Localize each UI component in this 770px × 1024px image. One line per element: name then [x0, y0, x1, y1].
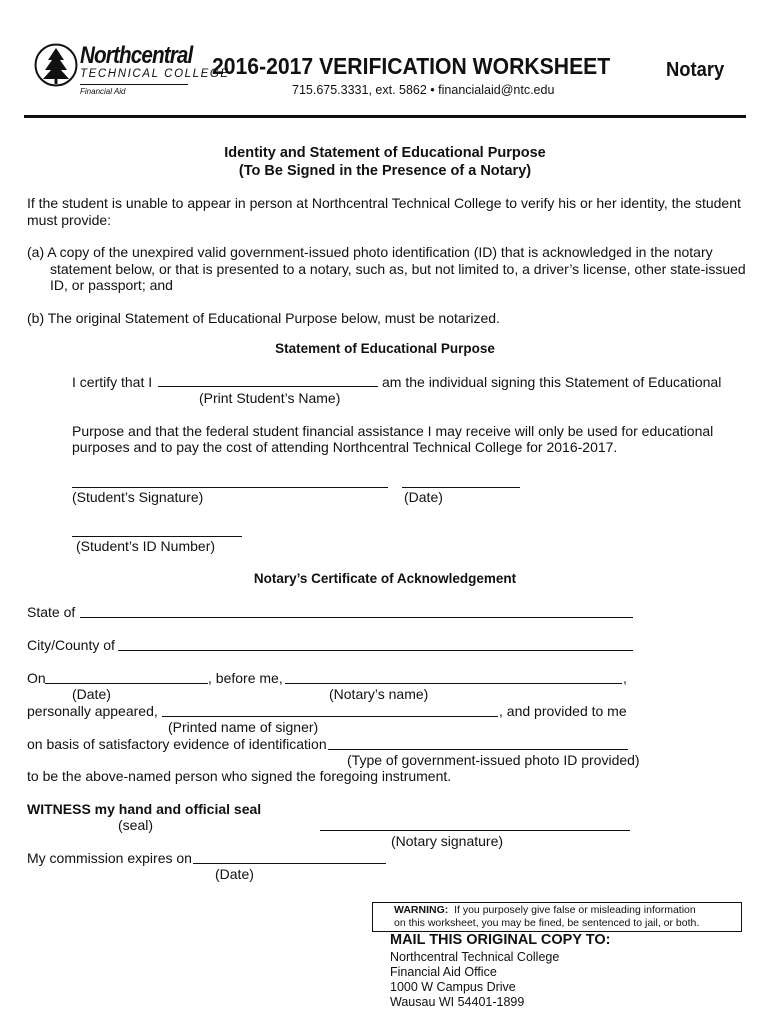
commission-date-label: (Date) — [215, 866, 254, 882]
student-signature-field[interactable] — [72, 473, 388, 488]
notary-signature-label: (Notary signature) — [391, 833, 504, 849]
item-a-text: statement below, or that is presented to a notary, such as, but not limited to, a driver’s license, other state-issued — [50, 261, 746, 277]
state-field[interactable] — [80, 603, 633, 618]
item-a-text: (a) A copy of the unexpired valid government-issued photo identification (ID) that is acknowledged in the notary — [27, 244, 713, 260]
city-county-label: City/County of — [27, 637, 115, 653]
page-tag: Notary — [666, 59, 725, 81]
item-a-text: ID, or passport; and — [50, 277, 173, 293]
mail-address-line: 1000 W Campus Drive — [390, 980, 516, 994]
mail-address-line: Wausau WI 54401-1899 — [390, 995, 525, 1009]
tree-logo-icon — [34, 43, 78, 87]
intro-text: If the student is unable to appear in person at Northcentral Technical College to verify his or her identity, the student — [27, 195, 741, 211]
mail-address-line: Northcentral Technical College — [390, 950, 560, 964]
student-id-field[interactable] — [72, 522, 242, 537]
student-id-label: (Student’s ID Number) — [76, 538, 216, 554]
logo-divider — [80, 84, 188, 85]
id-type-field[interactable] — [328, 735, 628, 750]
before-me-label: , before me, — [208, 670, 283, 686]
notary-date-field[interactable] — [45, 669, 208, 684]
header-divider — [24, 115, 746, 118]
mail-address-line: Financial Aid Office — [390, 965, 497, 979]
statement-heading: Statement of Educational Purpose — [275, 341, 495, 356]
notary-signature-field[interactable] — [320, 816, 630, 831]
logo-department: Financial Aid — [80, 87, 126, 96]
seal-label: (seal) — [118, 817, 154, 833]
date-label: (Date) — [72, 686, 111, 702]
student-name-field[interactable] — [158, 372, 378, 387]
id-type-label: (Type of government-issued photo ID provided) — [347, 752, 640, 768]
notary-name-label: (Notary’s name) — [329, 686, 429, 702]
signer-name-field[interactable] — [162, 702, 498, 717]
on-label: On — [27, 670, 46, 686]
basis-label: on basis of satisfactory evidence of identification — [27, 736, 327, 752]
purpose-text: purposes and to pay the cost of attending Northcentral Technical College for 2016-2017. — [72, 439, 618, 455]
comma: , — [623, 670, 627, 686]
notary-name-field[interactable] — [285, 669, 622, 684]
logo-subtitle: TECHNICAL COLLEGE — [80, 68, 230, 80]
purpose-text: Purpose and that the federal student financial assistance I may receive will only be used for educational — [72, 423, 714, 439]
logo-name: Northcentral — [80, 42, 193, 69]
print-name-label: (Print Student’s Name) — [199, 390, 341, 406]
signature-label: (Student’s Signature) — [72, 489, 204, 505]
intro-text: must provide: — [27, 212, 112, 228]
printed-name-label: (Printed name of signer) — [168, 719, 319, 735]
notary-heading: Notary’s Certificate of Acknowledgement — [253, 571, 517, 586]
signature-date-field[interactable] — [402, 473, 520, 488]
page-title: 2016-2017 VERIFICATION WORKSHEET — [212, 53, 611, 79]
section-heading: Identity and Statement of Educational Purpose — [224, 145, 546, 161]
personally-appeared-label: personally appeared, — [27, 703, 158, 719]
item-b-text: (b) The original Statement of Educational Purpose below, must be notarized. — [27, 310, 500, 326]
certify-suffix: am the individual signing this Statement of Educational — [382, 374, 722, 390]
section-subheading: (To Be Signed in the Presence of a Notary) — [238, 163, 532, 179]
above-named-text: to be the above-named person who signed the foregoing instrument. — [27, 768, 452, 784]
date-label: (Date) — [404, 489, 443, 505]
provided-to-me-label: , and provided to me — [499, 703, 627, 719]
mail-heading: MAIL THIS ORIGINAL COPY TO: — [390, 932, 611, 948]
warning-label: WARNING: — [394, 904, 449, 916]
commission-date-field[interactable] — [193, 849, 386, 864]
commission-label: My commission expires on — [27, 850, 192, 866]
warning-line: If you purposely give false or misleading information — [454, 904, 696, 916]
warning-text — [394, 904, 699, 930]
warning-line: on this worksheet, you may be fined, be sentenced to jail, or both. — [394, 917, 700, 929]
certify-prefix: I certify that I — [72, 374, 153, 390]
contact-info: 715.675.3331, ext. 5862 • financialaid@ntc.edu — [292, 83, 555, 97]
state-label: State of — [27, 604, 76, 620]
witness-text: WITNESS my hand and official seal — [27, 801, 262, 817]
city-county-field[interactable] — [118, 636, 633, 651]
